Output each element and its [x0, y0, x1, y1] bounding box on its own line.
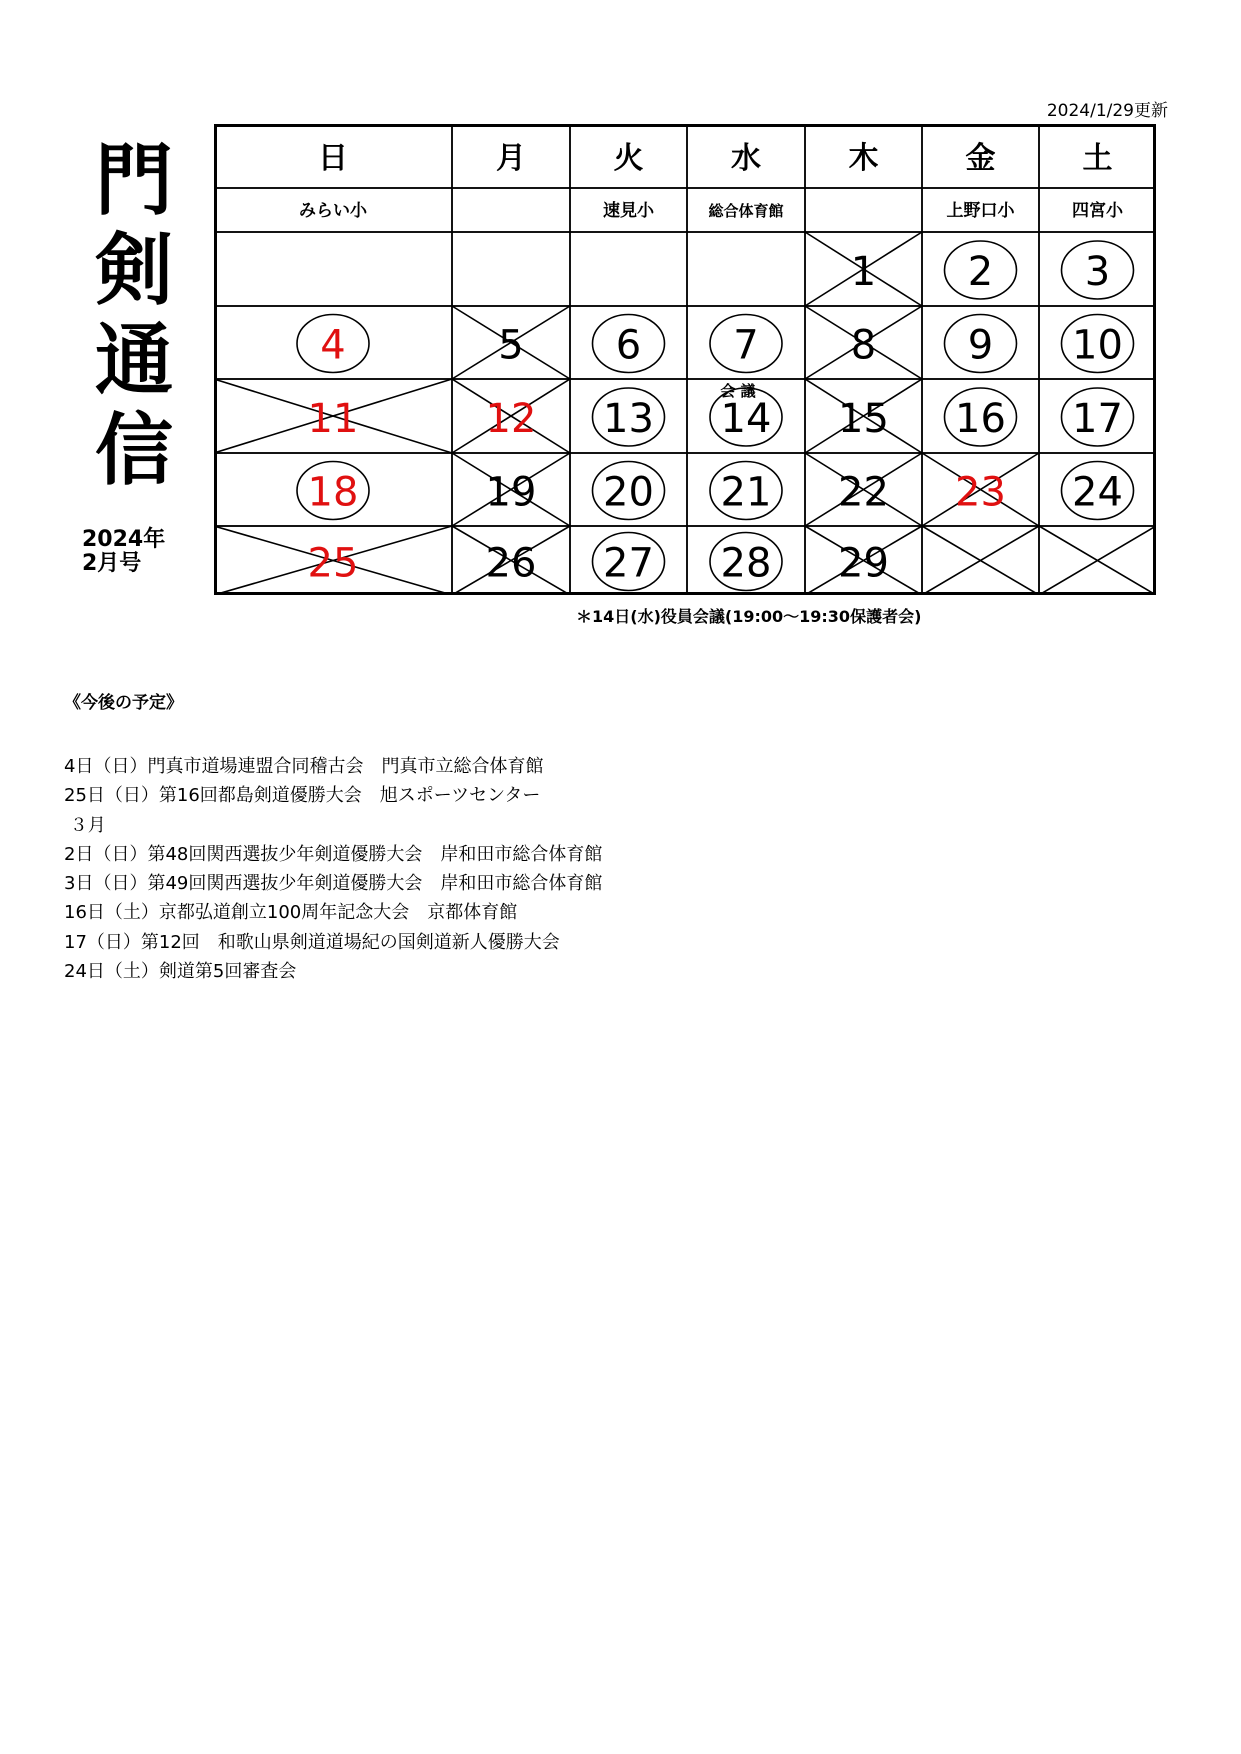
day-number: 2 [967, 249, 994, 295]
day-number: 9 [967, 322, 994, 369]
day-number: 3 [1084, 249, 1111, 295]
practice-calendar [214, 124, 1156, 595]
schedule-item: 17（日）第12回 和歌山県剣道道場紀の国剣道新人優勝大会 [64, 931, 560, 953]
weekday-header: 火 [613, 141, 644, 176]
meeting-label: 会 議 [720, 382, 756, 400]
schedule-list [64, 752, 602, 986]
weekday-header: 金 [965, 141, 996, 176]
schedule-title: 《今後の予定》 [64, 693, 183, 713]
day-number: 19 [485, 469, 537, 516]
schedule-item: 24日（土）剣道第5回審査会 [64, 961, 297, 983]
day-number: 13 [603, 396, 654, 442]
calendar-grid [214, 124, 1156, 595]
weekday-header: 日 [318, 141, 348, 176]
venue-label: 上野口小 [946, 201, 1015, 221]
calendar-cell [687, 232, 805, 306]
day-number: 24 [1072, 469, 1123, 516]
title-char: 通 [94, 316, 173, 406]
venue-label: 速見小 [603, 201, 654, 221]
calendar-cell [214, 232, 452, 306]
weekday-header: 土 [1082, 141, 1113, 176]
calendar-cell [570, 232, 687, 306]
day-number: 1 [850, 249, 877, 295]
newsletter-title [92, 136, 176, 496]
day-number: 17 [1072, 396, 1123, 442]
day-number: 27 [603, 540, 654, 587]
day-number: 11 [307, 396, 359, 442]
schedule-item: 16日（土）京都弘道創立100周年記念大会 京都体育館 [64, 902, 518, 924]
day-number: 18 [307, 469, 359, 516]
day-number: 15 [838, 396, 889, 442]
venue-label: 総合体育館 [708, 202, 784, 220]
schedule-item: 25日（日）第16回都島剣道優勝大会 旭スポーツセンター [64, 785, 541, 807]
day-number: 23 [955, 469, 1006, 516]
day-number: 14 [720, 396, 772, 442]
day-number: 22 [838, 469, 889, 516]
day-number: 7 [733, 322, 759, 369]
issue-label [82, 528, 165, 576]
day-number: 6 [615, 322, 642, 369]
calendar-cell [805, 188, 922, 232]
schedule-item: 3日（日）第49回関西選抜少年剣道優勝大会 岸和田市総合体育館 [64, 873, 603, 895]
schedule-item: 2日（日）第48回関西選抜少年剣道優勝大会 岸和田市総合体育館 [64, 843, 603, 865]
day-number: 12 [485, 396, 537, 442]
title-char: 信 [94, 406, 173, 496]
meeting-note: ＊14日(水)役員会議(19:00～19:30保護者会) [576, 607, 922, 626]
day-number: 28 [720, 540, 772, 587]
day-number: 8 [850, 322, 877, 369]
schedule-month-heading: ３月 [64, 814, 106, 836]
day-number: 21 [720, 469, 772, 516]
weekday-header: 月 [496, 141, 526, 176]
updated-date: 2024/1/29更新 [1046, 101, 1168, 121]
issue-year: 2024年 [82, 527, 166, 552]
calendar-border [216, 126, 1155, 594]
calendar-cell [452, 188, 570, 232]
day-number: 16 [955, 396, 1006, 442]
day-number: 5 [498, 322, 524, 369]
venue-label: 四宮小 [1072, 201, 1123, 221]
title-char: 剣 [94, 226, 173, 316]
venue-label: みらい小 [299, 201, 367, 221]
day-number: 10 [1072, 322, 1123, 369]
calendar-cell [452, 232, 570, 306]
day-number: 25 [307, 540, 359, 587]
issue-month: 2月号 [82, 551, 142, 576]
schedule-item: 4日（日）門真市道場連盟合同稽古会 門真市立総合体育館 [64, 756, 544, 777]
day-number: 4 [320, 322, 346, 369]
weekday-header: 水 [731, 141, 761, 176]
day-number: 29 [838, 540, 889, 587]
title-char: 門 [94, 136, 173, 226]
weekday-header: 木 [848, 141, 879, 176]
day-number: 26 [485, 540, 537, 587]
day-number: 20 [603, 469, 654, 516]
